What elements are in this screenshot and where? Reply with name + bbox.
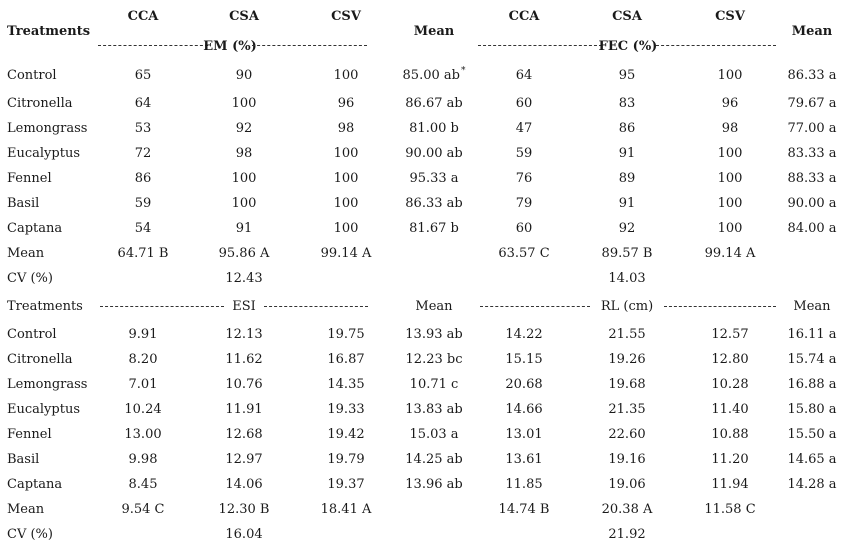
table-cell: 100 — [717, 146, 743, 161]
table-cell: 100 — [717, 171, 743, 186]
mean-cell: 63.57 C — [498, 246, 550, 261]
table-cell: 13.00 — [124, 427, 162, 442]
cv-row-label: CV (%) — [7, 527, 53, 542]
cv-value-left: 16.04 — [225, 527, 263, 542]
mean-cell: 12.30 B — [218, 502, 270, 517]
mean-cell: 89.57 B — [601, 246, 653, 261]
table-cell: 90.00 ab — [405, 146, 463, 161]
table-cell: 96 — [337, 96, 355, 111]
column-header: CSV — [715, 9, 745, 24]
row-label: Lemongrass — [7, 377, 88, 392]
mean-cell: 99.14 A — [320, 246, 372, 261]
table-cell: 59 — [134, 196, 152, 211]
table-cell: 86 — [618, 121, 636, 136]
table-cell: 16.88 a — [787, 377, 837, 392]
table-cell: 100 — [231, 196, 257, 211]
table-cell: 81.00 b — [409, 121, 459, 136]
table-cell: 14.22 — [505, 327, 543, 342]
table-cell: 92 — [618, 221, 636, 236]
em-rule-left — [98, 45, 208, 46]
table-cell: 19.68 — [608, 377, 646, 392]
group-header-rl: RL (cm) — [600, 299, 654, 314]
table-cell: 11.85 — [505, 477, 543, 492]
table-cell: 47 — [515, 121, 533, 136]
row-label: Eucalyptus — [7, 146, 80, 161]
table-cell: 21.55 — [608, 327, 646, 342]
table-cell: 14.06 — [225, 477, 263, 492]
table-cell: 88.33 a — [787, 171, 837, 186]
table-cell: 86 — [134, 171, 152, 186]
fec-rule-right — [656, 45, 776, 46]
table-cell: 19.16 — [608, 452, 646, 467]
table-cell: 9.91 — [128, 327, 158, 342]
table-cell: 91 — [618, 196, 636, 211]
row-label: Lemongrass — [7, 121, 88, 136]
row-label: Captana — [7, 221, 63, 236]
column-header: Mean — [791, 24, 833, 39]
table-cell: 95.33 a — [409, 171, 459, 186]
table-cell: 19.79 — [327, 452, 365, 467]
table-cell: 12.97 — [225, 452, 263, 467]
table-cell: 7.01 — [128, 377, 158, 392]
rl-rule-right — [664, 306, 776, 307]
mean-cell: 9.54 C — [121, 502, 165, 517]
table-cell: 11.40 — [711, 402, 749, 417]
cv-value-left: 12.43 — [225, 271, 263, 286]
table-cell: 19.37 — [327, 477, 365, 492]
row-label: Captana — [7, 477, 63, 492]
table-cell: 13.83 ab — [405, 402, 463, 417]
table-cell: 14.28 a — [787, 477, 837, 492]
table-cell: 84.00 a — [787, 221, 837, 236]
table-cell: 15.74 a — [787, 352, 837, 367]
table-cell: 12.80 — [711, 352, 749, 367]
mean-header-left: Mean — [415, 299, 453, 314]
table-cell: 77.00 a — [787, 121, 837, 136]
table-cell: 20.68 — [505, 377, 543, 392]
table-cell: 13.01 — [505, 427, 543, 442]
table-cell: 16.87 — [327, 352, 365, 367]
table-cell: 13.61 — [505, 452, 543, 467]
column-header: CSA — [612, 9, 642, 24]
table-cell: 65 — [134, 68, 152, 83]
table-cell: 12.23 bc — [405, 352, 463, 367]
table-cell: 8.45 — [128, 477, 158, 492]
table-cell: 13.93 ab — [405, 327, 463, 342]
table-cell: 11.62 — [225, 352, 263, 367]
mean-cell: 18.41 A — [320, 502, 372, 517]
cv-value-right: 21.92 — [608, 527, 646, 542]
cv-row-label: CV (%) — [7, 271, 53, 286]
row-label: Citronella — [7, 96, 73, 111]
table-cell: 100 — [717, 221, 743, 236]
table-cell: 14.66 — [505, 402, 543, 417]
mean-cell: 64.71 B — [117, 246, 169, 261]
table-cell: 89 — [618, 171, 636, 186]
table-cell: 100 — [333, 221, 359, 236]
table-cell: 91 — [235, 221, 253, 236]
table-cell: 19.26 — [608, 352, 646, 367]
table-cell: 64 — [515, 68, 533, 83]
table-cell: 86.33 ab — [405, 196, 463, 211]
table-cell: 12.57 — [711, 327, 749, 342]
rl-rule-left — [480, 306, 590, 307]
table-cell: 9.98 — [128, 452, 158, 467]
table-cell: 79.67 a — [787, 96, 837, 111]
table-cell: 96 — [721, 96, 739, 111]
column-header: CCA — [508, 9, 540, 24]
table-cell — [403, 68, 466, 85]
table-cell: 76 — [515, 171, 533, 186]
mean-cell: 20.38 A — [601, 502, 653, 517]
table-cell: 60 — [515, 96, 533, 111]
table-cell: 14.65 a — [787, 452, 837, 467]
row-label: Fennel — [7, 427, 52, 442]
treatments-header-2: Treatments — [7, 299, 83, 314]
table-cell: 54 — [134, 221, 152, 236]
table-cell: 83.33 a — [787, 146, 837, 161]
table-cell: 15.50 a — [787, 427, 837, 442]
mean-header-right: Mean — [793, 299, 831, 314]
table-cell: 92 — [235, 121, 253, 136]
table-cell: 90.00 a — [787, 196, 837, 211]
table-cell: 10.88 — [711, 427, 749, 442]
group-header-em: EM (%) — [203, 39, 257, 54]
table-cell: 98 — [337, 121, 355, 136]
table-cell: 8.20 — [128, 352, 158, 367]
esi-rule-left — [100, 306, 224, 307]
row-label: Basil — [7, 196, 40, 211]
table-cell: 98 — [721, 121, 739, 136]
table-cell: 22.60 — [608, 427, 646, 442]
table-cell: 21.35 — [608, 402, 646, 417]
table-cell: 100 — [231, 171, 257, 186]
table-cell: 11.94 — [711, 477, 749, 492]
table-cell: 100 — [717, 196, 743, 211]
table-cell: 86.33 a — [787, 68, 837, 83]
treatments-header: Treatments — [7, 24, 91, 39]
mean-cell: 95.86 A — [218, 246, 270, 261]
mean-row-label: Mean — [7, 246, 45, 261]
table-cell: 53 — [134, 121, 152, 136]
table-cell: 13.96 ab — [405, 477, 463, 492]
em-rule-right — [252, 45, 367, 46]
table-cell: 15.03 a — [409, 427, 459, 442]
mean-cell: 99.14 A — [704, 246, 756, 261]
group-header-fec: FEC (%) — [598, 39, 658, 54]
table-cell: 16.11 a — [787, 327, 837, 342]
table-cell: 10.24 — [124, 402, 162, 417]
row-label: Basil — [7, 452, 40, 467]
table-cell: 10.76 — [225, 377, 263, 392]
table-cell: 100 — [333, 146, 359, 161]
column-header: CSA — [229, 9, 259, 24]
table-cell: 64 — [134, 96, 152, 111]
column-header: CCA — [127, 9, 159, 24]
table-cell: 72 — [134, 146, 152, 161]
table-cell: 100 — [333, 68, 359, 83]
table-cell: 10.28 — [711, 377, 749, 392]
table-cell: 12.13 — [225, 327, 263, 342]
table-cell: 90 — [235, 68, 253, 83]
table-cell: 11.91 — [225, 402, 263, 417]
table-cell: 14.35 — [327, 377, 365, 392]
table-cell: 15.15 — [505, 352, 543, 367]
row-label: Control — [7, 68, 57, 83]
fec-rule-left — [478, 45, 602, 46]
column-header: CSV — [331, 9, 361, 24]
column-header: Mean — [413, 24, 455, 39]
table-cell: 98 — [235, 146, 253, 161]
mean-cell: 11.58 C — [704, 502, 756, 517]
table-cell: 100 — [231, 96, 257, 111]
table-cell: 19.33 — [327, 402, 365, 417]
table-cell: 60 — [515, 221, 533, 236]
row-label: Fennel — [7, 171, 52, 186]
table-cell: 83 — [618, 96, 636, 111]
table-cell: 15.80 a — [787, 402, 837, 417]
table-cell: 81.67 b — [409, 221, 459, 236]
cell-value: 85.00 ab — [402, 68, 460, 83]
table-cell: 19.42 — [327, 427, 365, 442]
esi-rule-right — [264, 306, 368, 307]
table-cell: 79 — [515, 196, 533, 211]
footnote-mark: * — [460, 66, 466, 76]
mean-cell: 14.74 B — [498, 502, 550, 517]
table-cell: 19.06 — [608, 477, 646, 492]
cv-value-right: 14.03 — [608, 271, 646, 286]
row-label: Eucalyptus — [7, 402, 80, 417]
row-label: Citronella — [7, 352, 73, 367]
table-cell: 10.71 c — [409, 377, 459, 392]
table-cell: 19.75 — [327, 327, 365, 342]
table-cell: 100 — [717, 68, 743, 83]
table-cell: 95 — [618, 68, 636, 83]
table-cell: 100 — [333, 171, 359, 186]
table-cell: 14.25 ab — [405, 452, 463, 467]
table-cell: 11.20 — [711, 452, 749, 467]
group-header-esi: ESI — [232, 299, 256, 314]
mean-row-label: Mean — [7, 502, 45, 517]
table-cell: 12.68 — [225, 427, 263, 442]
table-cell: 59 — [515, 146, 533, 161]
row-label: Control — [7, 327, 57, 342]
table-cell: 86.67 ab — [405, 96, 463, 111]
table-cell: 100 — [333, 196, 359, 211]
table-cell: 91 — [618, 146, 636, 161]
